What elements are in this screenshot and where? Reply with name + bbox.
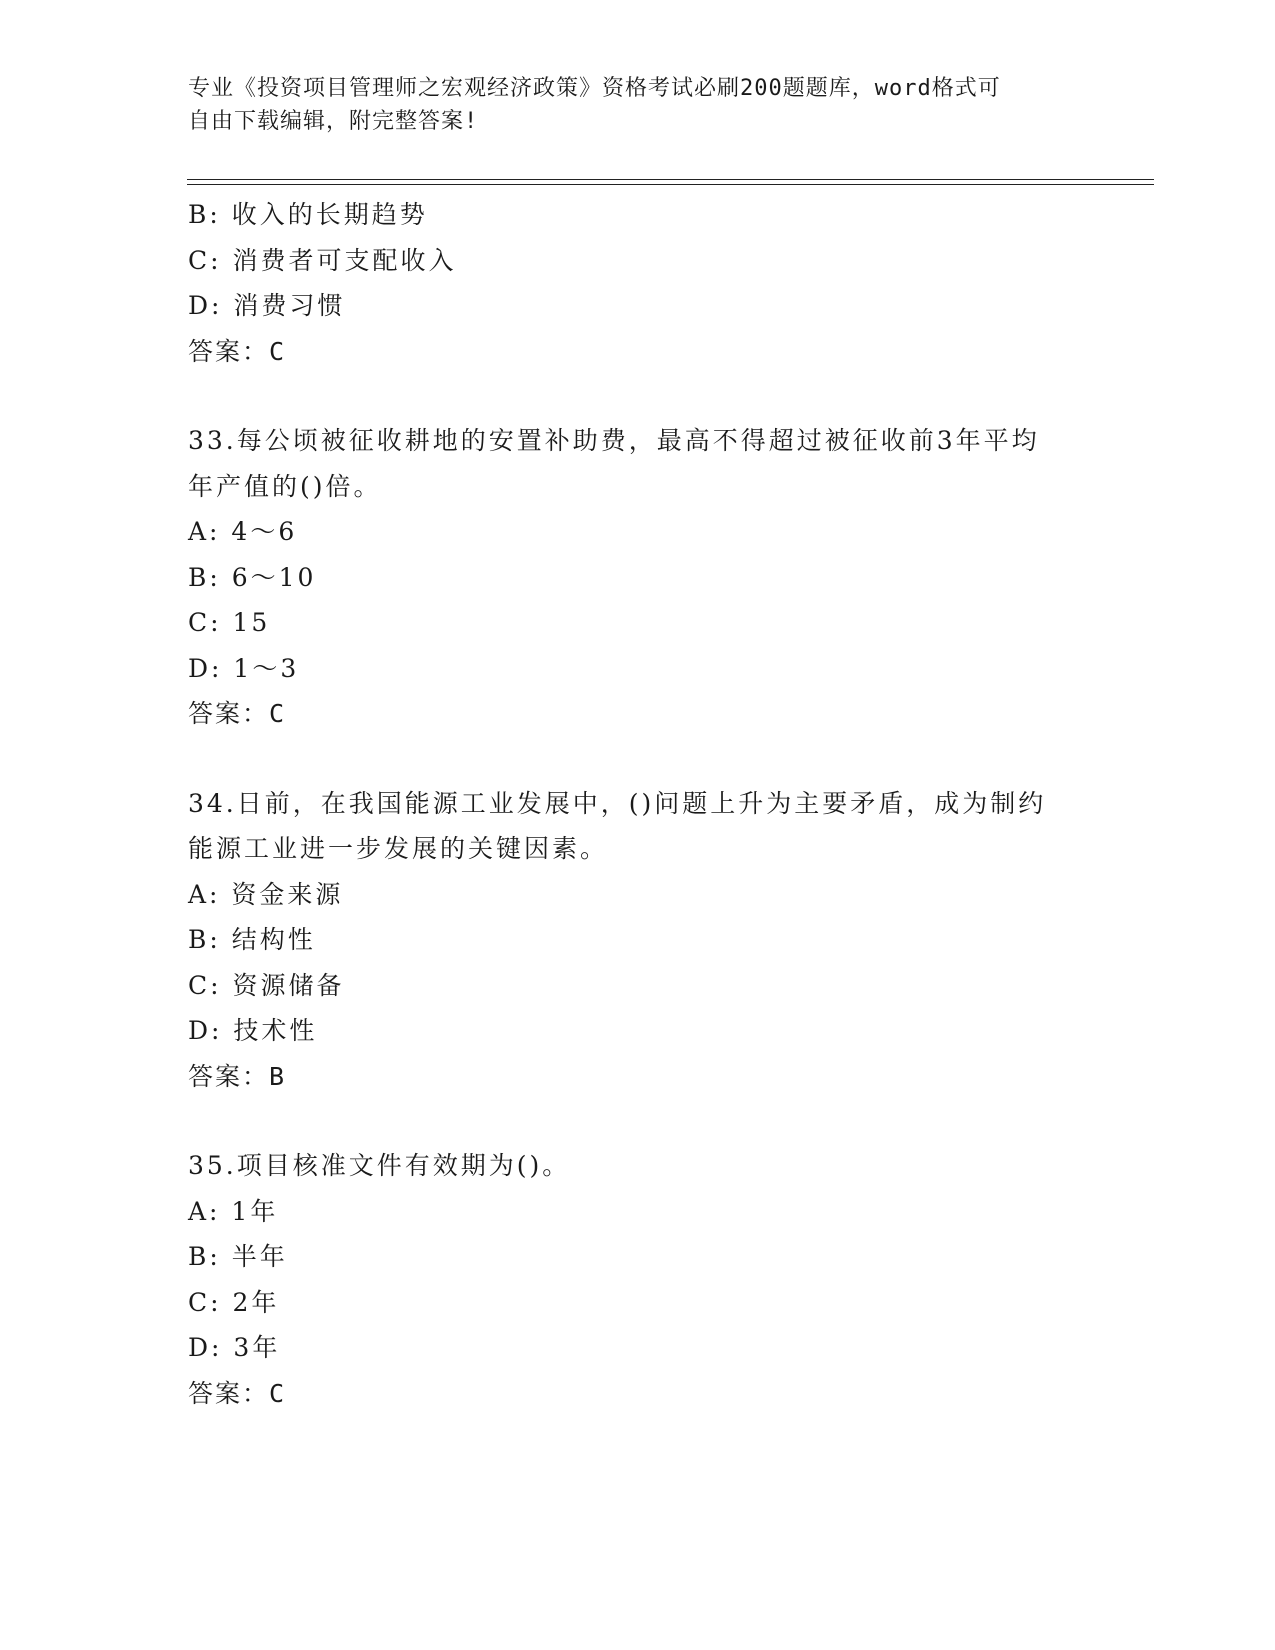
option-a: A: 4～6 <box>188 517 298 546</box>
question-35 <box>188 1143 1088 1416</box>
question-list <box>188 192 1088 1416</box>
header-rule-top <box>187 179 1154 180</box>
option-a: A: 资金来源 <box>188 879 344 909</box>
option-c: C: 15 <box>188 608 271 637</box>
option-c: C: 消费者可支配收入 <box>188 245 457 275</box>
question-33 <box>188 418 1088 737</box>
answer: 答案：C <box>188 336 287 366</box>
option-b: B: 6～10 <box>188 562 317 592</box>
option-b: B: 半年 <box>188 1242 288 1271</box>
header-line-2: 自由下载编辑，附完整答案! <box>188 109 479 134</box>
option-d: D: 3年 <box>188 1333 281 1362</box>
page-header <box>188 72 1068 138</box>
question-stem-line-1: 34.日前，在我国能源工业发展中，()问题上升为主要矛盾，成为制约 <box>188 788 1047 818</box>
option-c: C: 资源储备 <box>188 970 345 1000</box>
answer: 答案：C <box>188 699 287 728</box>
header-line-1: 专业《投资项目管理师之宏观经济政策》资格考试必刷200题题库，word格式可 <box>188 76 1001 101</box>
option-c: C: 2年 <box>188 1287 280 1317</box>
option-b: B: 结构性 <box>188 925 316 954</box>
option-d: D: 1～3 <box>188 653 300 683</box>
answer: 答案：C <box>188 1378 287 1408</box>
option-d: D: 消费习惯 <box>188 291 346 320</box>
option-a: A: 1年 <box>188 1196 279 1226</box>
question-stem-line-1: 35.项目核准文件有效期为()。 <box>188 1151 571 1180</box>
question-32-tail <box>188 192 1088 374</box>
option-d: D: 技术性 <box>188 1016 318 1045</box>
answer: 答案：B <box>188 1061 287 1091</box>
option-b: B: 收入的长期趋势 <box>188 200 428 229</box>
question-stem-line-2: 年产值的()倍。 <box>188 471 382 501</box>
question-stem-line-2: 能源工业进一步发展的关键因素。 <box>188 834 609 863</box>
question-34 <box>188 781 1088 1100</box>
header-rule-bottom <box>187 184 1154 185</box>
question-stem-line-1: 33.每公顷被征收耕地的安置补助费，最高不得超过被征收前3年平均 <box>188 426 1040 455</box>
